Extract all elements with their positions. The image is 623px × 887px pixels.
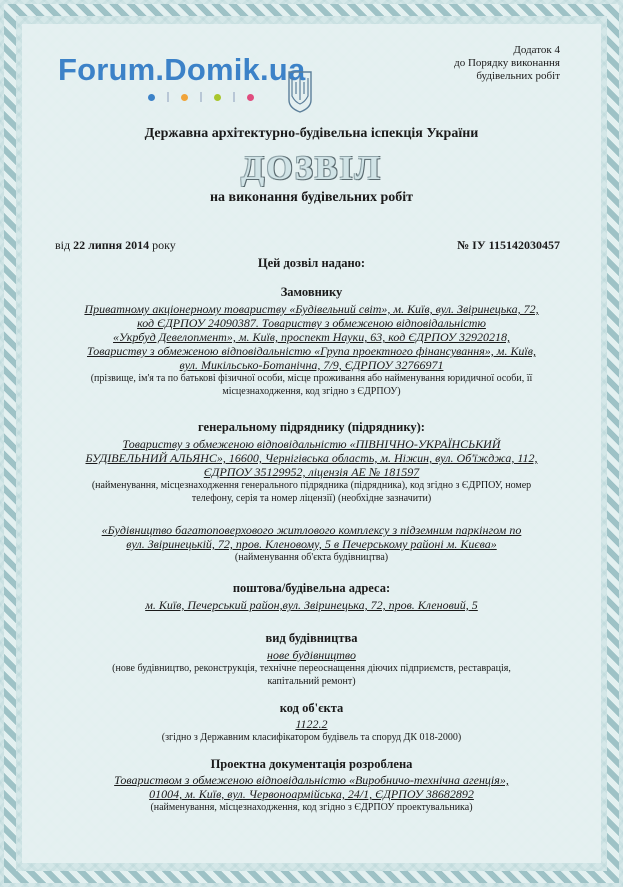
customer-line: Приватному акціонерному товариству «Будівельний світ», м. Київ, вул. Звіринецька, 72, — [84, 302, 539, 316]
code-block — [0, 717, 623, 744]
contractor-note: телефону, серія та номер ліцензії) (необхідне зазначити) — [191, 493, 432, 504]
watermark-dot — [214, 94, 221, 101]
object-block — [0, 523, 623, 564]
granted-heading: Цей дозвіл надано: — [257, 256, 366, 270]
customer-line: «Укрбуд Девелопмент», м. Київ, проспект Науки, 63, код ЄДРПОУ 32920218, — [113, 330, 510, 344]
customer-note: місцезнаходження, код згідно з ЄДРПОУ) — [222, 386, 401, 397]
customer-heading: Замовнику — [280, 285, 343, 299]
design-note: (найменування, місцезнаходження, код згідно з ЄДРПОУ проектувальника) — [150, 802, 473, 813]
permit-subtitle: на виконання будівельних робіт — [209, 190, 414, 205]
object-line: «Будівництво багатоповерхового житлового комплексу з підземним паркінгом по — [101, 523, 522, 537]
design-heading: Проектна документація розроблена — [210, 757, 413, 771]
code-heading: код об'єкта — [279, 701, 344, 715]
code-note: (згідно з Державним класифікатором будівель та споруд ДК 018-2000) — [161, 732, 462, 743]
watermark-dots — [148, 92, 254, 102]
address-value: м. Київ, Печерський район,вул. Звіринецька, 72, пров. Кленовий, 5 — [145, 598, 478, 612]
contractor-line: ЄДРПОУ 35129952, ліцензія АЕ № 181597 — [203, 465, 420, 479]
contractor-line: БУДІВЕЛЬНИЙ АЛЬЯНС», 16600, Чернігівська область, м. Ніжин, вул. Об'їжджа, 112, — [85, 451, 538, 465]
design-block — [0, 773, 623, 814]
watermark-dot — [148, 94, 155, 101]
inspection-title: Державна архітектурно-будівельна іспекція України — [144, 126, 479, 141]
customer-line: код ЄДРПОУ 24090387. Товариству з обмеженою відповідальністю — [137, 316, 486, 330]
trident-emblem-icon — [287, 70, 313, 114]
kind-note: капітальний ремонт) — [267, 676, 356, 687]
customer-line: Товариству з обмеженою відповідальністю «Група проектного фінансування», м. Київ, — [87, 344, 536, 358]
object-note: (найменування об'єкта будівництва) — [234, 552, 389, 563]
issue-date — [55, 238, 176, 253]
kind-note: (нове будівництво, реконструкція, технічне переоснащення діючих підприємств, реставрація, — [112, 663, 511, 674]
object-line: вул. Звіринецькій, 72, пров. Кленовому, 5 в Печерському районі м. Києва» — [126, 537, 497, 551]
watermark-dot — [247, 94, 254, 101]
annex-line: до Порядку виконання — [454, 57, 560, 69]
contractor-heading: генеральному підряднику (підряднику): — [198, 420, 425, 434]
annex-line: Додаток 4 — [513, 44, 560, 56]
permit-number: № ІУ 115142030457 — [457, 238, 560, 252]
kind-heading: вид будівництва — [265, 631, 358, 645]
forum-watermark-logo: Forum.Domik.ua — [58, 52, 306, 87]
design-line: Товариством з обмеженою відповідальністю «Виробничо-технічна агенція», — [114, 773, 509, 787]
contractor-line: Товариству з обмеженою відповідальністю «ПІВНІЧНО-УКРАЇНСЬКИЙ — [122, 437, 501, 451]
date-prefix: від — [55, 238, 71, 252]
date-value: 22 липня 2014 — [73, 238, 150, 252]
code-value: 1122.2 — [295, 717, 328, 731]
contractor-note: (найменування, місцезнаходження генерального підрядника (підрядника), код згідно з ЄДРПОУ, номер — [91, 480, 532, 491]
annex-reference — [454, 44, 560, 83]
customer-note: (прізвище, ім'я та по батькові фізичної особи, місце проживання або найменування юридичної особи, її — [90, 373, 533, 384]
customer-line: вул. Микільсько-Ботанічна, 7/9, ЄДРПОУ 32766971 — [179, 358, 444, 372]
address-heading: поштова/будівельна адреса: — [232, 581, 391, 595]
design-line: 01004, м. Київ, вул. Червоноармійська, 24/1, ЄДРПОУ 38682892 — [149, 787, 474, 801]
date-suffix: року — [152, 238, 176, 252]
annex-line: будівельних робіт — [476, 70, 560, 82]
customer-block — [0, 302, 623, 398]
kind-value: нове будівництво — [267, 648, 356, 662]
kind-block — [0, 648, 623, 688]
watermark-dot — [181, 94, 188, 101]
permit-title: ДОЗВІЛ — [240, 150, 383, 187]
contractor-block — [0, 437, 623, 505]
